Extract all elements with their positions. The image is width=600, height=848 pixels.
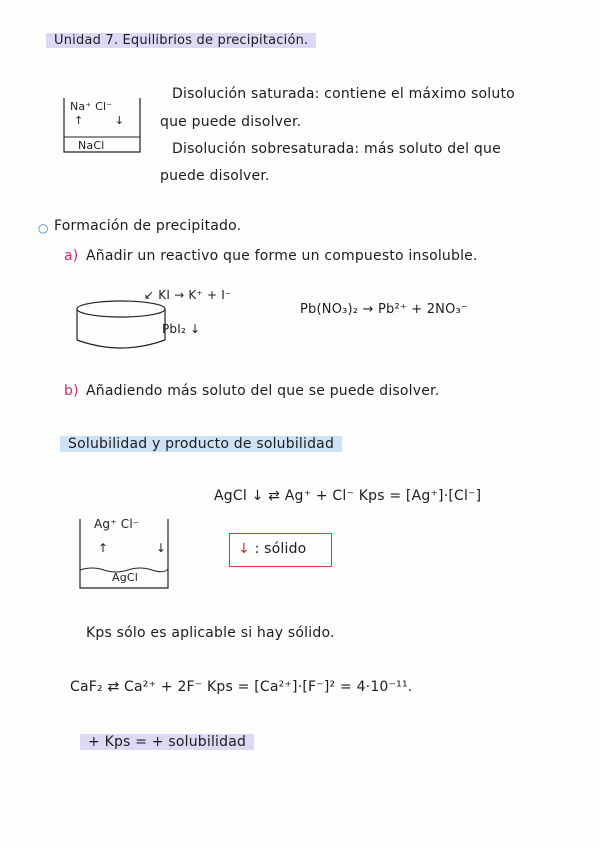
solubilidad-heading: Solubilidad y producto de solubilidad [60,436,342,452]
option-a-label: a) [64,248,79,264]
beaker1-ions: Na⁺ Cl⁻ [70,100,113,113]
bullet-icon: ○ [38,221,49,235]
solid-legend-text [238,541,306,557]
sobresaturada-line2: puede disolver. [160,168,270,184]
beaker1-solid: NaCl [78,139,105,152]
formacion-heading: Formación de precipitado. [54,218,242,234]
summary-highlight: + Kps = + solubilidad [80,734,254,750]
caf2-equation: CaF₂ ⇄ Ca²⁺ + 2F⁻ Kps = [Ca²⁺]·[F⁻]² = 4·10⁻¹¹. [70,679,413,695]
solid-legend-label: : sólido [249,541,307,557]
pb-reaction: Pb(NO₃)₂ → Pb²⁺ + 2NO₃⁻ [300,302,468,317]
beaker2-precipitate: PbI₂ ↓ [162,322,201,336]
sobresaturada-line1: Disolución sobresaturada: más soluto del que [172,141,501,157]
option-a-text: Añadir un reactivo que forme un compuesto insoluble. [86,248,478,264]
saturada-line2: que puede disolver. [160,114,302,130]
beaker1-arrows: ↑ ↓ [74,114,138,127]
unit-title: Unidad 7. Equilibrios de precipitación. [46,33,316,48]
beaker-pbi2-icon [77,301,165,348]
option-b-label: b) [64,383,79,399]
down-arrow-icon: ↓ [238,541,250,557]
beaker3-arrows: ↑ ↓ [98,541,188,555]
kps-note: Kps sólo es aplicable si hay sólido. [86,625,335,641]
beaker3-ions: Ag⁺ Cl⁻ [94,517,140,531]
beaker3-solid: AgCl [112,571,139,584]
option-b-text: Añadiendo más soluto del que se puede disolver. [86,383,440,399]
saturada-line1: Disolución saturada: contiene el máximo soluto [172,86,515,102]
beaker2-reaction: ↙ KI → K⁺ + I⁻ [144,288,232,302]
agcl-equation: AgCl ↓ ⇄ Ag⁺ + Cl⁻ Kps = [Ag⁺]·[Cl⁻] [214,488,482,504]
